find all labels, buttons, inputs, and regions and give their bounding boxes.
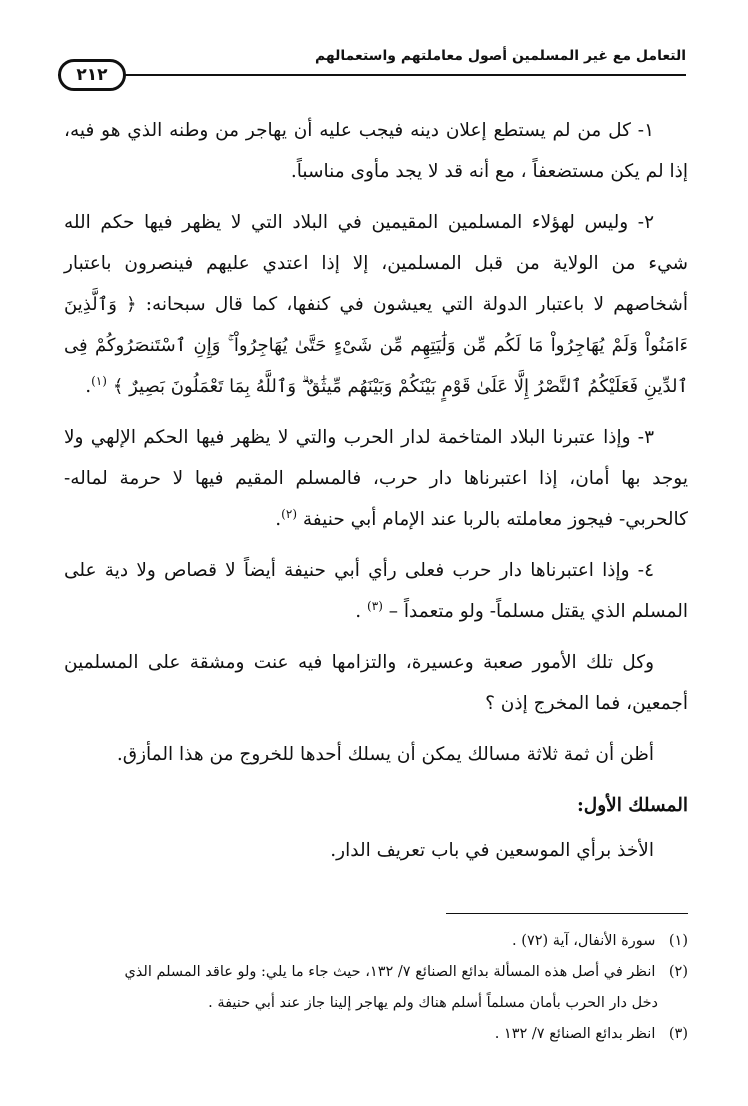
paragraph-4: ٤- وإذا اعتبرناها دار حرب فعلى رأي أبي حنيفة أيضاً لا قصاص ولا دية على المسلم الذي يقتل مسلماً- ولو متعمداً – $^{(٣)}$ . bbox=[64, 560, 688, 622]
footnote-number: (٣) bbox=[668, 1026, 688, 1042]
paragraph-7: الأخذ برأي الموسعين في باب تعريف الدار. bbox=[330, 840, 654, 861]
paragraph-2: ٢- وليس لهؤلاء المسلمين المقيمين في البلاد التي لا يظهر فيها حكم الله شيء من الولاية من قبل المسلمين، إلا إذا اعتدي عليهم فينصرون باعتبار أشخاصهم لا باعتبار الدولة التي يعيشون في كنفها، كما قال سبحانه: ﴿ وَٱلَّذِينَ ءَامَنُواْ وَلَمْ يُهَاجِرُواْ مَا لَكُم مِّن وَلَٰيَتِهِم مِّن شَىْءٍ حَتَّىٰ يُهَاجِرُواْ ۚ وَإِنِ ٱسْتَنصَرُوكُمْ فِى ٱلدِّينِ فَعَلَيْكُمُ ٱلنَّصْرُ إِلَّا عَلَىٰ قَوْمٍ بَيْنَكُمْ وَبَيْنَهُم مِّيثَٰقٌ ۗ وَٱللَّهُ بِمَا تَعْمَلُونَ بَصِيرٌ ﴾ $^{(١)}$. bbox=[64, 212, 688, 397]
footnote-number: (١) bbox=[668, 933, 688, 949]
footnote-3 bbox=[64, 1019, 688, 1050]
footnote-text: سورة الأنفال، آية (٧٢) . bbox=[512, 933, 656, 949]
footnote-2-continuation: دخل دار الحرب بأمان مسلماً أسلم هناك ولم يهاجر إلينا جاز عند أبي حنيفة . bbox=[208, 995, 658, 1011]
section-heading: المسلك الأول: bbox=[576, 795, 688, 816]
footnote-text: انظر بدائع الصنائع ٧/ ١٣٢ . bbox=[494, 1026, 656, 1042]
footnote-ref-3: (٣) bbox=[367, 598, 383, 613]
paragraph-3-text: ٣- وإذا عتبرنا البلاد المتاخمة لدار الحرب والتي لا يظهر فيها الحكم الإلهي ولا يوجد بها أمان، إذا اعتبرناها دار حرب، فالمسلم المقيم فيها لا حرمة لماله- كالحربي- فيجوز معاملته بالربا عند الإمام أبي حنيفة bbox=[64, 427, 688, 530]
page-header bbox=[58, 48, 686, 92]
footnote-text: انظر في أصل هذه المسألة بدائع الصنائع ٧/ ١٣٢، حيث جاء ما يلي: ولو عاقد المسلم الذي bbox=[124, 964, 656, 980]
footnote-ref-1: (١) bbox=[91, 373, 107, 388]
paragraph-5: وكل تلك الأمور صعبة وعسيرة، والتزامها فيه عنت ومشقة على المسلمين أجمعين، فما المخرج إذن ؟ bbox=[64, 652, 688, 714]
paragraph-4-text: ٤- وإذا اعتبرناها دار حرب فعلى رأي أبي حنيفة أيضاً لا قصاص ولا دية على المسلم الذي يقتل مسلماً- ولو متعمداً – bbox=[64, 560, 688, 622]
footnote-number: (٢) bbox=[668, 964, 688, 980]
footnote-2 bbox=[64, 957, 688, 988]
paragraph-3: ٣- وإذا عتبرنا البلاد المتاخمة لدار الحرب والتي لا يظهر فيها الحكم الإلهي ولا يوجد بها أمان، إذا اعتبرناها دار حرب، فالمسلم المقيم فيها لا حرمة لماله- كالحربي- فيجوز معاملته بالربا عند الإمام أبي حنيفة $^{(٢)}$. bbox=[64, 427, 688, 530]
page-number-badge: ٢١٢ bbox=[58, 59, 126, 91]
main-text bbox=[64, 110, 688, 881]
footnote-1 bbox=[64, 926, 688, 957]
footnote-separator bbox=[446, 913, 688, 914]
paragraph-2-intro: ٢- وليس لهؤلاء المسلمين المقيمين في البلاد التي لا يظهر فيها حكم الله شيء من الولاية من قبل المسلمين، إلا إذا اعتدي عليهم فينصرون باعتبار أشخاصهم لا باعتبار الدولة التي يعيشون في كنفها، كما قال سبحانه: bbox=[64, 212, 688, 315]
header-rule bbox=[58, 74, 686, 76]
paragraph-6: أظن أن ثمة ثلاثة مسالك يمكن أن يسلك أحدها للخروج من هذا المأزق. bbox=[116, 744, 654, 765]
paragraph-1: ١- كل من لم يستطع إعلان دينه فيجب عليه أن يهاجر من وطنه الذي هو فيه، إذا لم يكن مستضعفاً ، مع أنه قد لا يجد مأوى مناسباً. bbox=[64, 120, 688, 182]
footnote-ref-2: (٢) bbox=[281, 506, 297, 521]
footnotes bbox=[64, 926, 688, 1050]
quran-verse: ﴿ وَٱلَّذِينَ ءَامَنُواْ وَلَمْ يُهَاجِرُواْ مَا لَكُم مِّن وَلَٰيَتِهِم مِّن شَىْءٍ حَتَّىٰ يُهَاجِرُواْ ۚ وَإِنِ ٱسْتَنصَرُوكُمْ فِى ٱلدِّينِ فَعَلَيْكُمُ ٱلنَّصْرُ إِلَّا عَلَىٰ قَوْمٍ بَيْنَكُمْ وَبَيْنَهُم مِّيثَٰقٌ ۗ وَٱللَّهُ بِمَا تَعْمَلُونَ بَصِيرٌ ﴾ bbox=[64, 294, 688, 397]
running-title: التعامل مع غير المسلمين أصول معاملتهم واستعمالهم bbox=[314, 48, 686, 64]
